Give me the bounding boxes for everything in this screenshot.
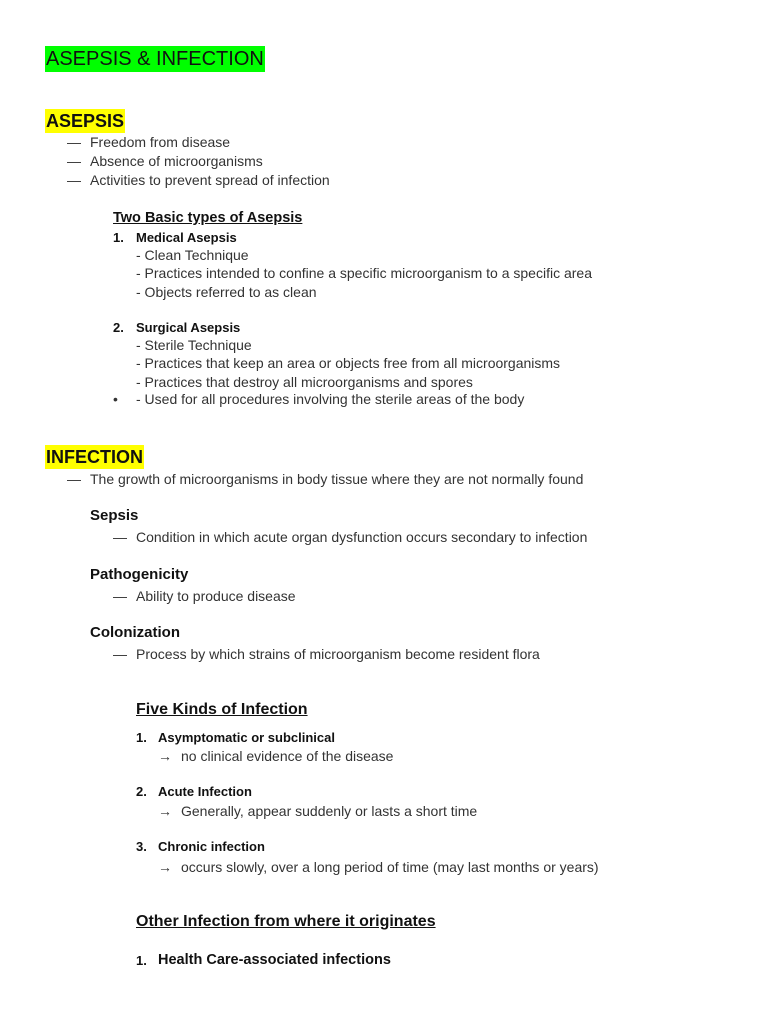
- kind-name: Asymptomatic or subclinical: [158, 730, 335, 745]
- list-item: - Practices that keep an area or objects free from all microorganisms: [136, 355, 561, 371]
- dash-marker: —: [67, 471, 81, 487]
- list-item: - Used for all procedures involving the sterile areas of the body: [136, 391, 525, 407]
- list-number: 1.: [113, 230, 124, 245]
- infection-definition: The growth of microorganisms in body tissue where they are not normally found: [90, 471, 584, 487]
- kind-detail: no clinical evidence of the disease: [181, 748, 394, 764]
- list-item: Absence of microorganisms: [90, 153, 263, 169]
- list-number: 1.: [136, 730, 147, 745]
- dash-marker: —: [67, 153, 81, 169]
- dash-marker: —: [67, 134, 81, 150]
- arrow-icon: →: [158, 748, 172, 764]
- other-infection-name: Health Care-associated infections: [158, 952, 391, 968]
- infection-heading: INFECTION: [46, 447, 143, 467]
- asepsis-heading: ASEPSIS: [46, 111, 125, 131]
- dash-marker: —: [113, 646, 127, 662]
- dash-marker: —: [113, 588, 127, 604]
- list-number: 3.: [136, 839, 147, 854]
- list-item: Activities to prevent spread of infection: [90, 172, 330, 188]
- bullet-marker: •: [113, 391, 118, 407]
- term-heading: Pathogenicity: [90, 566, 189, 583]
- term-definition: Process by which strains of microorganism become resident flora: [136, 646, 540, 662]
- dash-marker: —: [113, 529, 127, 545]
- list-number: 1.: [136, 953, 147, 968]
- term-definition: Condition in which acute organ dysfunction occurs secondary to infection: [136, 529, 588, 545]
- list-item: - Clean Technique: [136, 247, 249, 263]
- list-item: - Practices that destroy all microorganisms and spores: [136, 374, 473, 390]
- asepsis-types-heading: Two Basic types of Asepsis: [113, 210, 303, 226]
- kind-name: Acute Infection: [158, 784, 252, 799]
- dash-marker: —: [67, 172, 81, 188]
- list-item: - Practices intended to confine a specific microorganism to a specific area: [136, 265, 592, 281]
- kind-name: Chronic infection: [158, 839, 265, 854]
- arrow-icon: →: [158, 859, 172, 875]
- list-item: - Objects referred to as clean: [136, 284, 317, 300]
- kind-detail: Generally, appear suddenly or lasts a short time: [181, 803, 478, 819]
- document-title: ASEPSIS & INFECTION: [46, 48, 264, 70]
- arrow-icon: →: [158, 803, 172, 819]
- list-number: 2.: [136, 784, 147, 799]
- other-infection-heading: Other Infection from where it originates: [136, 913, 436, 930]
- term-heading: Sepsis: [90, 507, 139, 524]
- list-item: Freedom from disease: [90, 134, 231, 150]
- kind-detail: occurs slowly, over a long period of time (may last months or years): [181, 859, 599, 875]
- asepsis-type-name: Medical Asepsis: [136, 230, 237, 245]
- list-item: - Sterile Technique: [136, 337, 252, 353]
- term-heading: Colonization: [90, 624, 180, 641]
- term-definition: Ability to produce disease: [136, 588, 296, 604]
- asepsis-type-name: Surgical Asepsis: [136, 320, 241, 335]
- kinds-heading: Five Kinds of Infection: [136, 701, 308, 718]
- list-number: 2.: [113, 320, 124, 335]
